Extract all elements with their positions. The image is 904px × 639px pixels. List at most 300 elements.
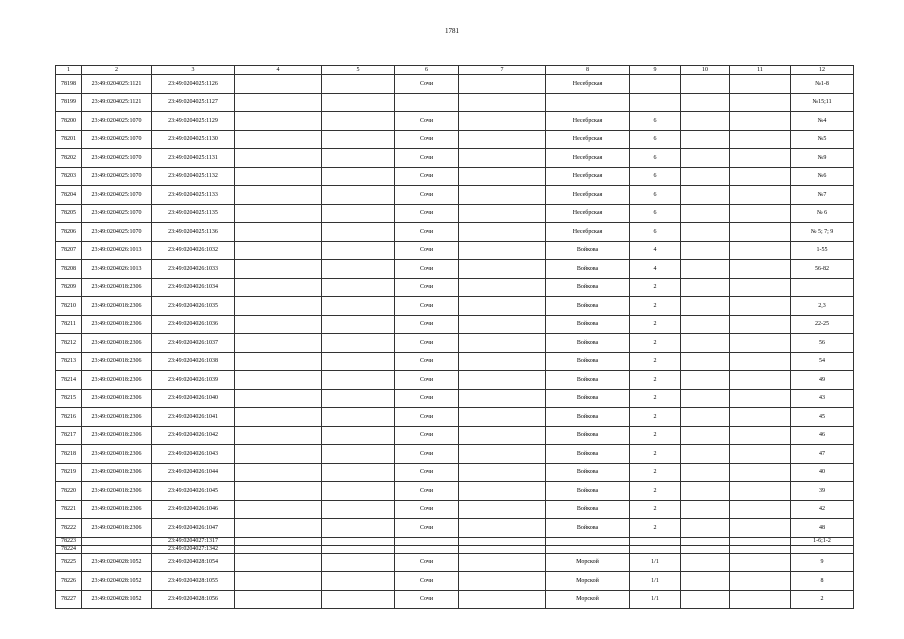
table-cell-col-5	[322, 463, 395, 482]
table-cell-col-7	[459, 278, 546, 297]
table-row	[56, 223, 854, 242]
table-cell-col-9: 2	[630, 334, 681, 353]
table-cell-col-6	[395, 93, 459, 112]
table-cell-col-12: 54	[791, 352, 854, 371]
table-cell-col-6: Сочи	[395, 371, 459, 390]
table-cell-col-1: 78204	[56, 186, 82, 205]
table-cell-col-8: Войкова	[546, 278, 630, 297]
table-cell-col-3: 23:49:0204027:1342	[152, 545, 235, 553]
table-cell-col-4	[235, 130, 322, 149]
table-cell-col-10	[681, 93, 730, 112]
table-cell-col-5	[322, 75, 395, 94]
table-cell-col-8: Войкова	[546, 241, 630, 260]
table-cell-col-8: Войкова	[546, 352, 630, 371]
table-cell-col-10	[681, 482, 730, 501]
table-cell-col-2: 23:49:0204025:1070	[82, 223, 152, 242]
table-cell-col-7	[459, 500, 546, 519]
table-cell-col-5	[322, 241, 395, 260]
table-cell-col-9: 2	[630, 500, 681, 519]
table-cell-col-8: Несебрская	[546, 204, 630, 223]
table-row	[56, 93, 854, 112]
table-cell-col-8: Войкова	[546, 463, 630, 482]
table-cell-col-10	[681, 241, 730, 260]
table-cell-col-3: 23:49:0204026:1038	[152, 352, 235, 371]
table-cell-col-6: Сочи	[395, 482, 459, 501]
table-row	[56, 167, 854, 186]
table-cell-col-9: 6	[630, 130, 681, 149]
table-cell-col-5	[322, 315, 395, 334]
table-cell-col-9: 2	[630, 352, 681, 371]
table-cell-col-1: 78226	[56, 572, 82, 591]
table-cell-col-6: Сочи	[395, 241, 459, 260]
table-cell-col-11	[730, 545, 791, 553]
table-cell-col-3: 23:49:0204026:1035	[152, 297, 235, 316]
table-cell-col-6: Сочи	[395, 260, 459, 279]
table-body	[56, 75, 854, 609]
table-cell-col-10	[681, 519, 730, 538]
table-cell-col-6: Сочи	[395, 334, 459, 353]
table-cell-col-10	[681, 445, 730, 464]
table-cell-col-12: №4	[791, 112, 854, 131]
table-cell-col-9: 1/1	[630, 590, 681, 609]
table-cell-col-3: 23:49:0204028:1056	[152, 590, 235, 609]
table-cell-col-8: Морской	[546, 553, 630, 572]
table-cell-col-7	[459, 334, 546, 353]
table-cell-col-2: 23:49:0204018:2306	[82, 297, 152, 316]
table-cell-col-7	[459, 389, 546, 408]
table-cell-col-3: 23:49:0204026:1047	[152, 519, 235, 538]
table-cell-col-8	[546, 545, 630, 553]
table-cell-col-2: 23:49:0204025:1070	[82, 149, 152, 168]
table-cell-col-7	[459, 537, 546, 545]
table-cell-col-5	[322, 408, 395, 427]
table-cell-col-2: 23:49:0204025:1070	[82, 204, 152, 223]
table-cell-col-5	[322, 260, 395, 279]
table-cell-col-9: 2	[630, 297, 681, 316]
table-row	[56, 334, 854, 353]
table-cell-col-3: 23:49:0204026:1032	[152, 241, 235, 260]
table-cell-col-1: 78201	[56, 130, 82, 149]
col-header-11: 11	[730, 66, 791, 75]
table-cell-col-8: Войкова	[546, 519, 630, 538]
table-cell-col-2: 23:49:0204025:1070	[82, 167, 152, 186]
table-cell-col-12: 40	[791, 463, 854, 482]
table-row	[56, 260, 854, 279]
table-cell-col-4	[235, 537, 322, 545]
table-cell-col-5	[322, 537, 395, 545]
table-cell-col-4	[235, 572, 322, 591]
table-cell-col-6: Сочи	[395, 463, 459, 482]
table-cell-col-7	[459, 482, 546, 501]
table-cell-col-2: 23:49:0204026:1013	[82, 241, 152, 260]
table-cell-col-1: 78214	[56, 371, 82, 390]
table-cell-col-1: 78220	[56, 482, 82, 501]
table-cell-col-1: 78225	[56, 553, 82, 572]
table-cell-col-9	[630, 93, 681, 112]
table-cell-col-6: Сочи	[395, 112, 459, 131]
table-cell-col-3: 23:49:0204025:1132	[152, 167, 235, 186]
data-table	[55, 65, 854, 609]
col-header-6: 6	[395, 66, 459, 75]
table-cell-col-2: 23:49:0204018:2306	[82, 334, 152, 353]
table-cell-col-3: 23:49:0204026:1043	[152, 445, 235, 464]
table-cell-col-12: 45	[791, 408, 854, 427]
table-cell-col-4	[235, 204, 322, 223]
table-cell-col-4	[235, 463, 322, 482]
table-cell-col-2: 23:49:0204018:2306	[82, 408, 152, 427]
table-cell-col-9: 2	[630, 482, 681, 501]
table-cell-col-7	[459, 590, 546, 609]
table-cell-col-2: 23:49:0204025:1070	[82, 112, 152, 131]
table-cell-col-6: Сочи	[395, 186, 459, 205]
table-row	[56, 537, 854, 545]
table-cell-col-7	[459, 167, 546, 186]
col-header-3: 3	[152, 66, 235, 75]
table-cell-col-6: Сочи	[395, 500, 459, 519]
table-cell-col-3: 23:49:0204025:1129	[152, 112, 235, 131]
table-row	[56, 572, 854, 591]
table-cell-col-6: Сочи	[395, 223, 459, 242]
table-cell-col-7	[459, 408, 546, 427]
table-cell-col-10	[681, 204, 730, 223]
table-cell-col-2: 23:49:0204018:2306	[82, 371, 152, 390]
table-cell-col-4	[235, 186, 322, 205]
table-cell-col-11	[730, 186, 791, 205]
table-cell-col-5	[322, 389, 395, 408]
table-cell-col-4	[235, 315, 322, 334]
table-cell-col-3: 23:49:0204026:1042	[152, 426, 235, 445]
table-cell-col-12: 48	[791, 519, 854, 538]
table-cell-col-7	[459, 204, 546, 223]
table-cell-col-11	[730, 130, 791, 149]
table-cell-col-4	[235, 112, 322, 131]
table-cell-col-12: №6	[791, 167, 854, 186]
table-cell-col-11	[730, 204, 791, 223]
table-cell-col-10	[681, 553, 730, 572]
table-cell-col-6: Сочи	[395, 315, 459, 334]
table-cell-col-2: 23:49:0204018:2306	[82, 445, 152, 464]
table-cell-col-8: Морской	[546, 590, 630, 609]
table-row	[56, 75, 854, 94]
table-cell-col-5	[322, 334, 395, 353]
table-cell-col-10	[681, 75, 730, 94]
table-cell-col-3: 23:49:0204025:1127	[152, 93, 235, 112]
table-cell-col-12	[791, 278, 854, 297]
table-cell-col-2: 23:49:0204025:1070	[82, 130, 152, 149]
table-cell-col-6: Сочи	[395, 572, 459, 591]
table-cell-col-8: Войкова	[546, 445, 630, 464]
table-cell-col-2: 23:49:0204025:1070	[82, 186, 152, 205]
table-cell-col-10	[681, 260, 730, 279]
table-cell-col-11	[730, 167, 791, 186]
table-cell-col-7	[459, 519, 546, 538]
table-cell-col-11	[730, 223, 791, 242]
table-cell-col-5	[322, 572, 395, 591]
table-cell-col-7	[459, 463, 546, 482]
table-cell-col-2: 23:49:0204018:2306	[82, 482, 152, 501]
table-row	[56, 204, 854, 223]
table-cell-col-4	[235, 167, 322, 186]
table-cell-col-3: 23:49:0204026:1037	[152, 334, 235, 353]
table-cell-col-4	[235, 223, 322, 242]
table-cell-col-3: 23:49:0204028:1055	[152, 572, 235, 591]
table-cell-col-12: 2	[791, 590, 854, 609]
table-cell-col-9: 6	[630, 149, 681, 168]
table-cell-col-12	[791, 545, 854, 553]
table-cell-col-5	[322, 112, 395, 131]
table-cell-col-12: 8	[791, 572, 854, 591]
table-cell-col-11	[730, 500, 791, 519]
table-cell-col-3: 23:49:0204025:1135	[152, 204, 235, 223]
table-row	[56, 241, 854, 260]
table-cell-col-3: 23:49:0204025:1131	[152, 149, 235, 168]
table-cell-col-10	[681, 186, 730, 205]
table-cell-col-9: 6	[630, 204, 681, 223]
table-cell-col-5	[322, 278, 395, 297]
table-cell-col-2: 23:49:0204025:1121	[82, 75, 152, 94]
table-cell-col-5	[322, 223, 395, 242]
table-cell-col-9: 1/1	[630, 572, 681, 591]
table-row	[56, 519, 854, 538]
table-cell-col-9: 2	[630, 445, 681, 464]
table-cell-col-9	[630, 545, 681, 553]
table-cell-col-9: 2	[630, 315, 681, 334]
table-cell-col-5	[322, 93, 395, 112]
table-cell-col-12: 49	[791, 371, 854, 390]
table-cell-col-1: 78219	[56, 463, 82, 482]
table-cell-col-5	[322, 167, 395, 186]
table-cell-col-2: 23:49:0204018:2306	[82, 500, 152, 519]
table-cell-col-3: 23:49:0204026:1041	[152, 408, 235, 427]
table-cell-col-11	[730, 463, 791, 482]
table-cell-col-3: 23:49:0204026:1044	[152, 463, 235, 482]
table-cell-col-6: Сочи	[395, 426, 459, 445]
table-row	[56, 445, 854, 464]
table-cell-col-9: 2	[630, 278, 681, 297]
table-cell-col-10	[681, 371, 730, 390]
table-cell-col-11	[730, 149, 791, 168]
table-cell-col-7	[459, 260, 546, 279]
table-cell-col-7	[459, 130, 546, 149]
table-cell-col-1: 78221	[56, 500, 82, 519]
table-cell-col-8: Несебрская	[546, 167, 630, 186]
table-cell-col-9: 6	[630, 112, 681, 131]
table-row	[56, 371, 854, 390]
table-cell-col-10	[681, 334, 730, 353]
table-cell-col-11	[730, 278, 791, 297]
table-cell-col-11	[730, 553, 791, 572]
table-cell-col-8: Войкова	[546, 371, 630, 390]
table-cell-col-4	[235, 75, 322, 94]
table-cell-col-1: 78213	[56, 352, 82, 371]
table-cell-col-12: № 5; 7; 9	[791, 223, 854, 242]
table-cell-col-5	[322, 590, 395, 609]
table-cell-col-8: Войкова	[546, 408, 630, 427]
table-cell-col-4	[235, 500, 322, 519]
table-cell-col-6: Сочи	[395, 553, 459, 572]
table-cell-col-7	[459, 93, 546, 112]
table-cell-col-2	[82, 537, 152, 545]
table-cell-col-7	[459, 371, 546, 390]
table-cell-col-11	[730, 260, 791, 279]
table-row	[56, 149, 854, 168]
table-cell-col-12: 39	[791, 482, 854, 501]
table-cell-col-6: Сочи	[395, 204, 459, 223]
table-cell-col-1: 78200	[56, 112, 82, 131]
table-cell-col-2: 23:49:0204018:2306	[82, 278, 152, 297]
table-cell-col-4	[235, 590, 322, 609]
table-cell-col-3: 23:49:0204026:1040	[152, 389, 235, 408]
table-cell-col-3: 23:49:0204027:1317	[152, 537, 235, 545]
table-cell-col-8: Войкова	[546, 260, 630, 279]
table-cell-col-9	[630, 75, 681, 94]
table-cell-col-8: Несебрская	[546, 75, 630, 94]
table-cell-col-4	[235, 519, 322, 538]
table-cell-col-10	[681, 352, 730, 371]
table-cell-col-12: №1-8	[791, 75, 854, 94]
table-cell-col-12: 56	[791, 334, 854, 353]
table-cell-col-12: 42	[791, 500, 854, 519]
table-cell-col-12: 1-6;1-2	[791, 537, 854, 545]
table-cell-col-4	[235, 352, 322, 371]
table-cell-col-10	[681, 572, 730, 591]
table-cell-col-8: Морской	[546, 572, 630, 591]
table-cell-col-1: 78208	[56, 260, 82, 279]
table-cell-col-9: 6	[630, 223, 681, 242]
table-cell-col-5	[322, 371, 395, 390]
table-cell-col-12: 46	[791, 426, 854, 445]
table-cell-col-1: 78210	[56, 297, 82, 316]
table-cell-col-12: 56-82	[791, 260, 854, 279]
table-cell-col-12: 43	[791, 389, 854, 408]
col-header-5: 5	[322, 66, 395, 75]
table-cell-col-9: 4	[630, 260, 681, 279]
table-cell-col-12: 47	[791, 445, 854, 464]
table-row	[56, 426, 854, 445]
table-cell-col-9: 6	[630, 186, 681, 205]
table-cell-col-7	[459, 315, 546, 334]
table-cell-col-10	[681, 537, 730, 545]
table-cell-col-5	[322, 482, 395, 501]
table-cell-col-1: 78216	[56, 408, 82, 427]
table-cell-col-10	[681, 408, 730, 427]
table-cell-col-8: Войкова	[546, 297, 630, 316]
table-cell-col-5	[322, 297, 395, 316]
table-row	[56, 590, 854, 609]
table-cell-col-8: Несебрская	[546, 149, 630, 168]
table-cell-col-9: 6	[630, 167, 681, 186]
table-cell-col-12: 9	[791, 553, 854, 572]
table-cell-col-9: 2	[630, 463, 681, 482]
table-cell-col-3: 23:49:0204026:1033	[152, 260, 235, 279]
table-cell-col-1: 78223	[56, 537, 82, 545]
table-row	[56, 352, 854, 371]
table-cell-col-7	[459, 149, 546, 168]
table-cell-col-3: 23:49:0204026:1045	[152, 482, 235, 501]
table-cell-col-10	[681, 278, 730, 297]
table-cell-col-5	[322, 204, 395, 223]
table-cell-col-3: 23:49:0204025:1126	[152, 75, 235, 94]
table-cell-col-6: Сочи	[395, 389, 459, 408]
table-cell-col-7	[459, 186, 546, 205]
col-header-7: 7	[459, 66, 546, 75]
table-cell-col-7	[459, 223, 546, 242]
table-cell-col-3: 23:49:0204028:1054	[152, 553, 235, 572]
col-header-2: 2	[82, 66, 152, 75]
table-cell-col-1: 78205	[56, 204, 82, 223]
table-cell-col-5	[322, 519, 395, 538]
table-cell-col-12: №9	[791, 149, 854, 168]
table-cell-col-10	[681, 112, 730, 131]
table-cell-col-10	[681, 223, 730, 242]
table-cell-col-8: Несебрская	[546, 223, 630, 242]
table-cell-col-10	[681, 130, 730, 149]
table-cell-col-10	[681, 149, 730, 168]
table-cell-col-11	[730, 297, 791, 316]
table-cell-col-3: 23:49:0204025:1133	[152, 186, 235, 205]
table-cell-col-1: 78215	[56, 389, 82, 408]
table-cell-col-10	[681, 167, 730, 186]
table-row	[56, 112, 854, 131]
table-cell-col-5	[322, 186, 395, 205]
table-cell-col-9: 2	[630, 408, 681, 427]
table-cell-col-4	[235, 278, 322, 297]
table-cell-col-11	[730, 334, 791, 353]
table-cell-col-10	[681, 426, 730, 445]
table-cell-col-11	[730, 590, 791, 609]
table-cell-col-2: 23:49:0204018:2306	[82, 519, 152, 538]
table-cell-col-9: 2	[630, 371, 681, 390]
table-cell-col-3: 23:49:0204026:1036	[152, 315, 235, 334]
table-row	[56, 463, 854, 482]
table-cell-col-11	[730, 371, 791, 390]
table-cell-col-11	[730, 112, 791, 131]
table-cell-col-2: 23:49:0204018:2306	[82, 426, 152, 445]
table-cell-col-2: 23:49:0204028:1052	[82, 572, 152, 591]
table-cell-col-5	[322, 545, 395, 553]
table-cell-col-11	[730, 389, 791, 408]
table-cell-col-4	[235, 445, 322, 464]
table-cell-col-3: 23:49:0204026:1046	[152, 500, 235, 519]
table-cell-col-12: № 6	[791, 204, 854, 223]
table-cell-col-6: Сочи	[395, 519, 459, 538]
table-cell-col-11	[730, 241, 791, 260]
page-number: 1781	[445, 27, 459, 35]
table-cell-col-8: Войкова	[546, 500, 630, 519]
table-cell-col-10	[681, 590, 730, 609]
table-cell-col-5	[322, 130, 395, 149]
table-cell-col-6: Сочи	[395, 297, 459, 316]
table-cell-col-12: 2,3	[791, 297, 854, 316]
table-cell-col-2: 23:49:0204028:1052	[82, 553, 152, 572]
table-cell-col-7	[459, 572, 546, 591]
table-cell-col-3: 23:49:0204025:1136	[152, 223, 235, 242]
table-cell-col-7	[459, 426, 546, 445]
table-row	[56, 389, 854, 408]
table-row	[56, 500, 854, 519]
table-cell-col-8: Войкова	[546, 482, 630, 501]
table-cell-col-2: 23:49:0204028:1052	[82, 590, 152, 609]
table-cell-col-1: 78207	[56, 241, 82, 260]
table-cell-col-5	[322, 149, 395, 168]
table-cell-col-4	[235, 426, 322, 445]
table-cell-col-1: 78202	[56, 149, 82, 168]
table-row	[56, 297, 854, 316]
table-cell-col-4	[235, 408, 322, 427]
table-cell-col-4	[235, 545, 322, 553]
table-cell-col-1: 78212	[56, 334, 82, 353]
table-cell-col-4	[235, 334, 322, 353]
